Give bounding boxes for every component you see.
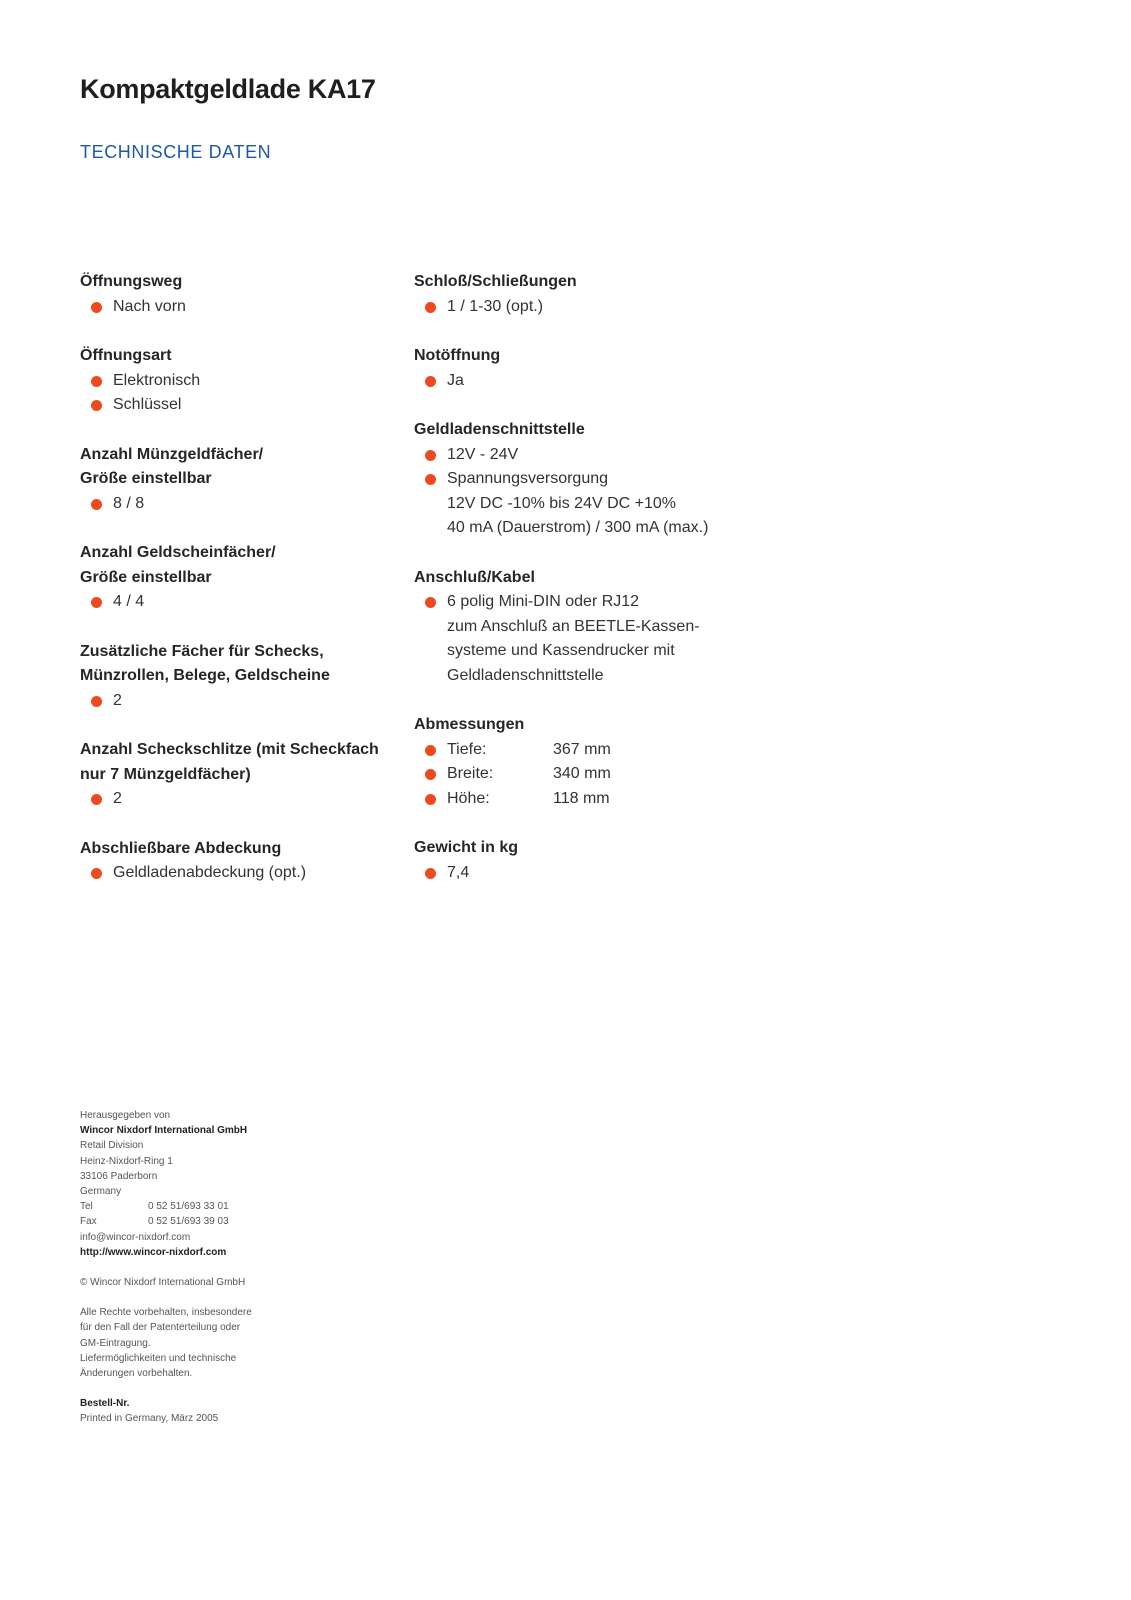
dimension-label: Tiefe: [447, 740, 487, 758]
spec-title [80, 738, 400, 787]
dimension-row [414, 738, 744, 763]
title-line: Münzrollen, Belege, Geldscheine [80, 667, 330, 684]
item-text: 12V - 24V [447, 445, 519, 463]
spec-title: Öffnungsweg [80, 273, 183, 290]
spec-list [80, 590, 400, 615]
bullet-icon [425, 794, 436, 805]
spec-column-left [80, 270, 400, 911]
spec-list [80, 787, 400, 812]
spec-title: Öffnungsart [80, 347, 172, 364]
spec-drawer-interface [414, 418, 744, 541]
dimension-value: 118 mm [553, 789, 610, 807]
item-text: Nach vorn [113, 297, 186, 315]
bullet-icon [91, 597, 102, 608]
bullet-icon [91, 794, 102, 805]
item-text: Ja [447, 371, 464, 389]
list-item [414, 295, 744, 320]
spec-dimensions [414, 713, 744, 811]
section-heading-technical-data: TECHNISCHE DATEN [80, 142, 272, 162]
item-line: 6 polig Mini-DIN oder RJ12 [447, 593, 640, 610]
list-item [414, 443, 744, 468]
spec-title: Geldladenschnittstelle [414, 421, 585, 438]
spec-list [414, 443, 744, 541]
copyright: © Wincor Nixdorf International GmbH [80, 1277, 246, 1289]
spec-note-compartments [80, 541, 400, 615]
spec-lock [414, 270, 744, 319]
rights-line: Änderungen vorbehalten. [80, 1368, 193, 1380]
item-line: zum Anschluß an BEETLE-Kassen- [447, 617, 700, 635]
spec-list [414, 861, 744, 886]
dimension-row [414, 787, 744, 812]
spec-title: Abschließbare Abdeckung [80, 839, 282, 857]
spec-opening-direction [80, 270, 400, 319]
spec-list [80, 689, 400, 714]
page-title: Kompaktgeldlade KA17 [80, 74, 376, 104]
printed-info: Printed in Germany, März 2005 [80, 1413, 219, 1425]
bullet-icon [91, 499, 102, 510]
list-item [414, 861, 744, 886]
spec-list [80, 295, 400, 320]
dimension-value: 367 mm [553, 740, 611, 758]
spec-check-slots [80, 738, 400, 812]
rights-line: Alle Rechte vorbehalten, insbesondere [80, 1307, 252, 1319]
city: 33106 Paderborn [80, 1170, 158, 1182]
item-text: 4 / 4 [113, 593, 145, 610]
website: http://www.wincor-nixdorf.com [80, 1246, 227, 1258]
title-line: Größe einstellbar [80, 568, 212, 586]
spec-weight [414, 836, 744, 885]
country: Germany [80, 1186, 122, 1198]
division: Retail Division [80, 1140, 144, 1152]
item-line: 12V DC -10% bis 24V DC +10% [447, 494, 676, 512]
spec-list [80, 369, 400, 418]
item-text: 8 / 8 [113, 494, 145, 512]
item-line: systeme und Kassendrucker mit [447, 642, 675, 659]
imprint [80, 1108, 360, 1427]
spec-coin-compartments [80, 443, 400, 517]
bullet-icon [91, 302, 102, 313]
bullet-icon [425, 769, 436, 780]
dimension-value: 340 mm [553, 765, 611, 782]
spec-title: Anschluß/Kabel [414, 568, 535, 586]
list-item [80, 861, 400, 886]
spec-list [414, 369, 744, 394]
bullet-icon [425, 868, 436, 879]
published-by: Herausgegeben von [80, 1110, 171, 1121]
spec-column-right [414, 270, 744, 910]
title-line: Anzahl Münzgeldfächer/ [80, 445, 264, 463]
title-line: nur 7 Münzgeldfächer) [80, 765, 251, 783]
item-line: Spannungsversorgung [447, 470, 609, 487]
list-item [80, 787, 400, 812]
bullet-icon [91, 868, 102, 879]
bullet-icon [425, 597, 436, 608]
fax-row [80, 1214, 360, 1229]
list-item [414, 467, 744, 541]
bullet-icon [91, 400, 102, 411]
phone-row [80, 1199, 360, 1214]
spec-title: Notöffnung [414, 347, 501, 364]
spec-title [80, 640, 400, 689]
bullet-icon [425, 745, 436, 756]
dimension-row [414, 762, 744, 787]
dimension-label: Höhe: [447, 789, 490, 807]
dimension-label: Breite: [447, 765, 494, 782]
bullet-icon [425, 474, 436, 485]
spec-title: Gewicht in kg [414, 839, 519, 856]
item-text: 1 / 1-30 (opt.) [447, 297, 544, 315]
bullet-icon [425, 450, 436, 461]
item-text: Schlüssel [113, 396, 182, 413]
title-line: Zusätzliche Fächer für Schecks, [80, 642, 324, 660]
spec-connection-cable [414, 566, 744, 689]
fax-number: 0 52 51/693 39 03 [148, 1216, 229, 1228]
bullet-icon [91, 696, 102, 707]
phone-label: Tel [80, 1201, 93, 1213]
list-item [414, 369, 744, 394]
spec-list [80, 861, 400, 886]
item-text: 2 [113, 691, 122, 709]
bullet-icon [91, 376, 102, 387]
list-item [80, 393, 400, 418]
title-line: Anzahl Scheckschlitze (mit Scheckfach [80, 741, 379, 758]
list-item [80, 689, 400, 714]
spec-emergency-opening [414, 344, 744, 393]
rights-line: GM-Eintragung. [80, 1337, 151, 1349]
item-text: Geldladenabdeckung (opt.) [113, 864, 307, 881]
spec-list [80, 492, 400, 517]
order-number-label: Bestell-Nr. [80, 1398, 130, 1410]
item-text: 2 [113, 790, 122, 807]
spec-title [80, 541, 400, 590]
bullet-icon [425, 302, 436, 313]
item-line: 40 mA (Dauerstrom) / 300 mA (max.) [447, 519, 709, 536]
email: info@wincor-nixdorf.com [80, 1231, 191, 1243]
list-item [80, 369, 400, 394]
spec-opening-type [80, 344, 400, 418]
item-text: 7,4 [447, 863, 470, 881]
list-item [80, 492, 400, 517]
item-line: Geldladenschnittstelle [447, 666, 604, 684]
bullet-icon [425, 376, 436, 387]
list-item [414, 590, 744, 688]
spec-lockable-cover [80, 837, 400, 886]
title-line: Anzahl Geldscheinfächer/ [80, 544, 276, 561]
rights-line: Liefermöglichkeiten und technische [80, 1352, 237, 1364]
rights-line: für den Fall der Patenterteilung oder [80, 1322, 241, 1334]
spec-title: Abmessungen [414, 716, 525, 733]
list-item [80, 295, 400, 320]
item-text: Elektronisch [113, 371, 201, 389]
spec-list [414, 590, 744, 688]
spec-additional-compartments [80, 640, 400, 714]
spec-list [414, 295, 744, 320]
title-line: Größe einstellbar [80, 470, 212, 487]
list-item [80, 590, 400, 615]
spec-list [414, 738, 744, 812]
phone-number: 0 52 51/693 33 01 [148, 1201, 229, 1213]
spec-title: Schloß/Schließungen [414, 273, 577, 290]
company-name: Wincor Nixdorf International GmbH [80, 1125, 248, 1137]
street: Heinz-Nixdorf-Ring 1 [80, 1155, 173, 1167]
spec-title [80, 443, 400, 492]
fax-label: Fax [80, 1216, 97, 1228]
